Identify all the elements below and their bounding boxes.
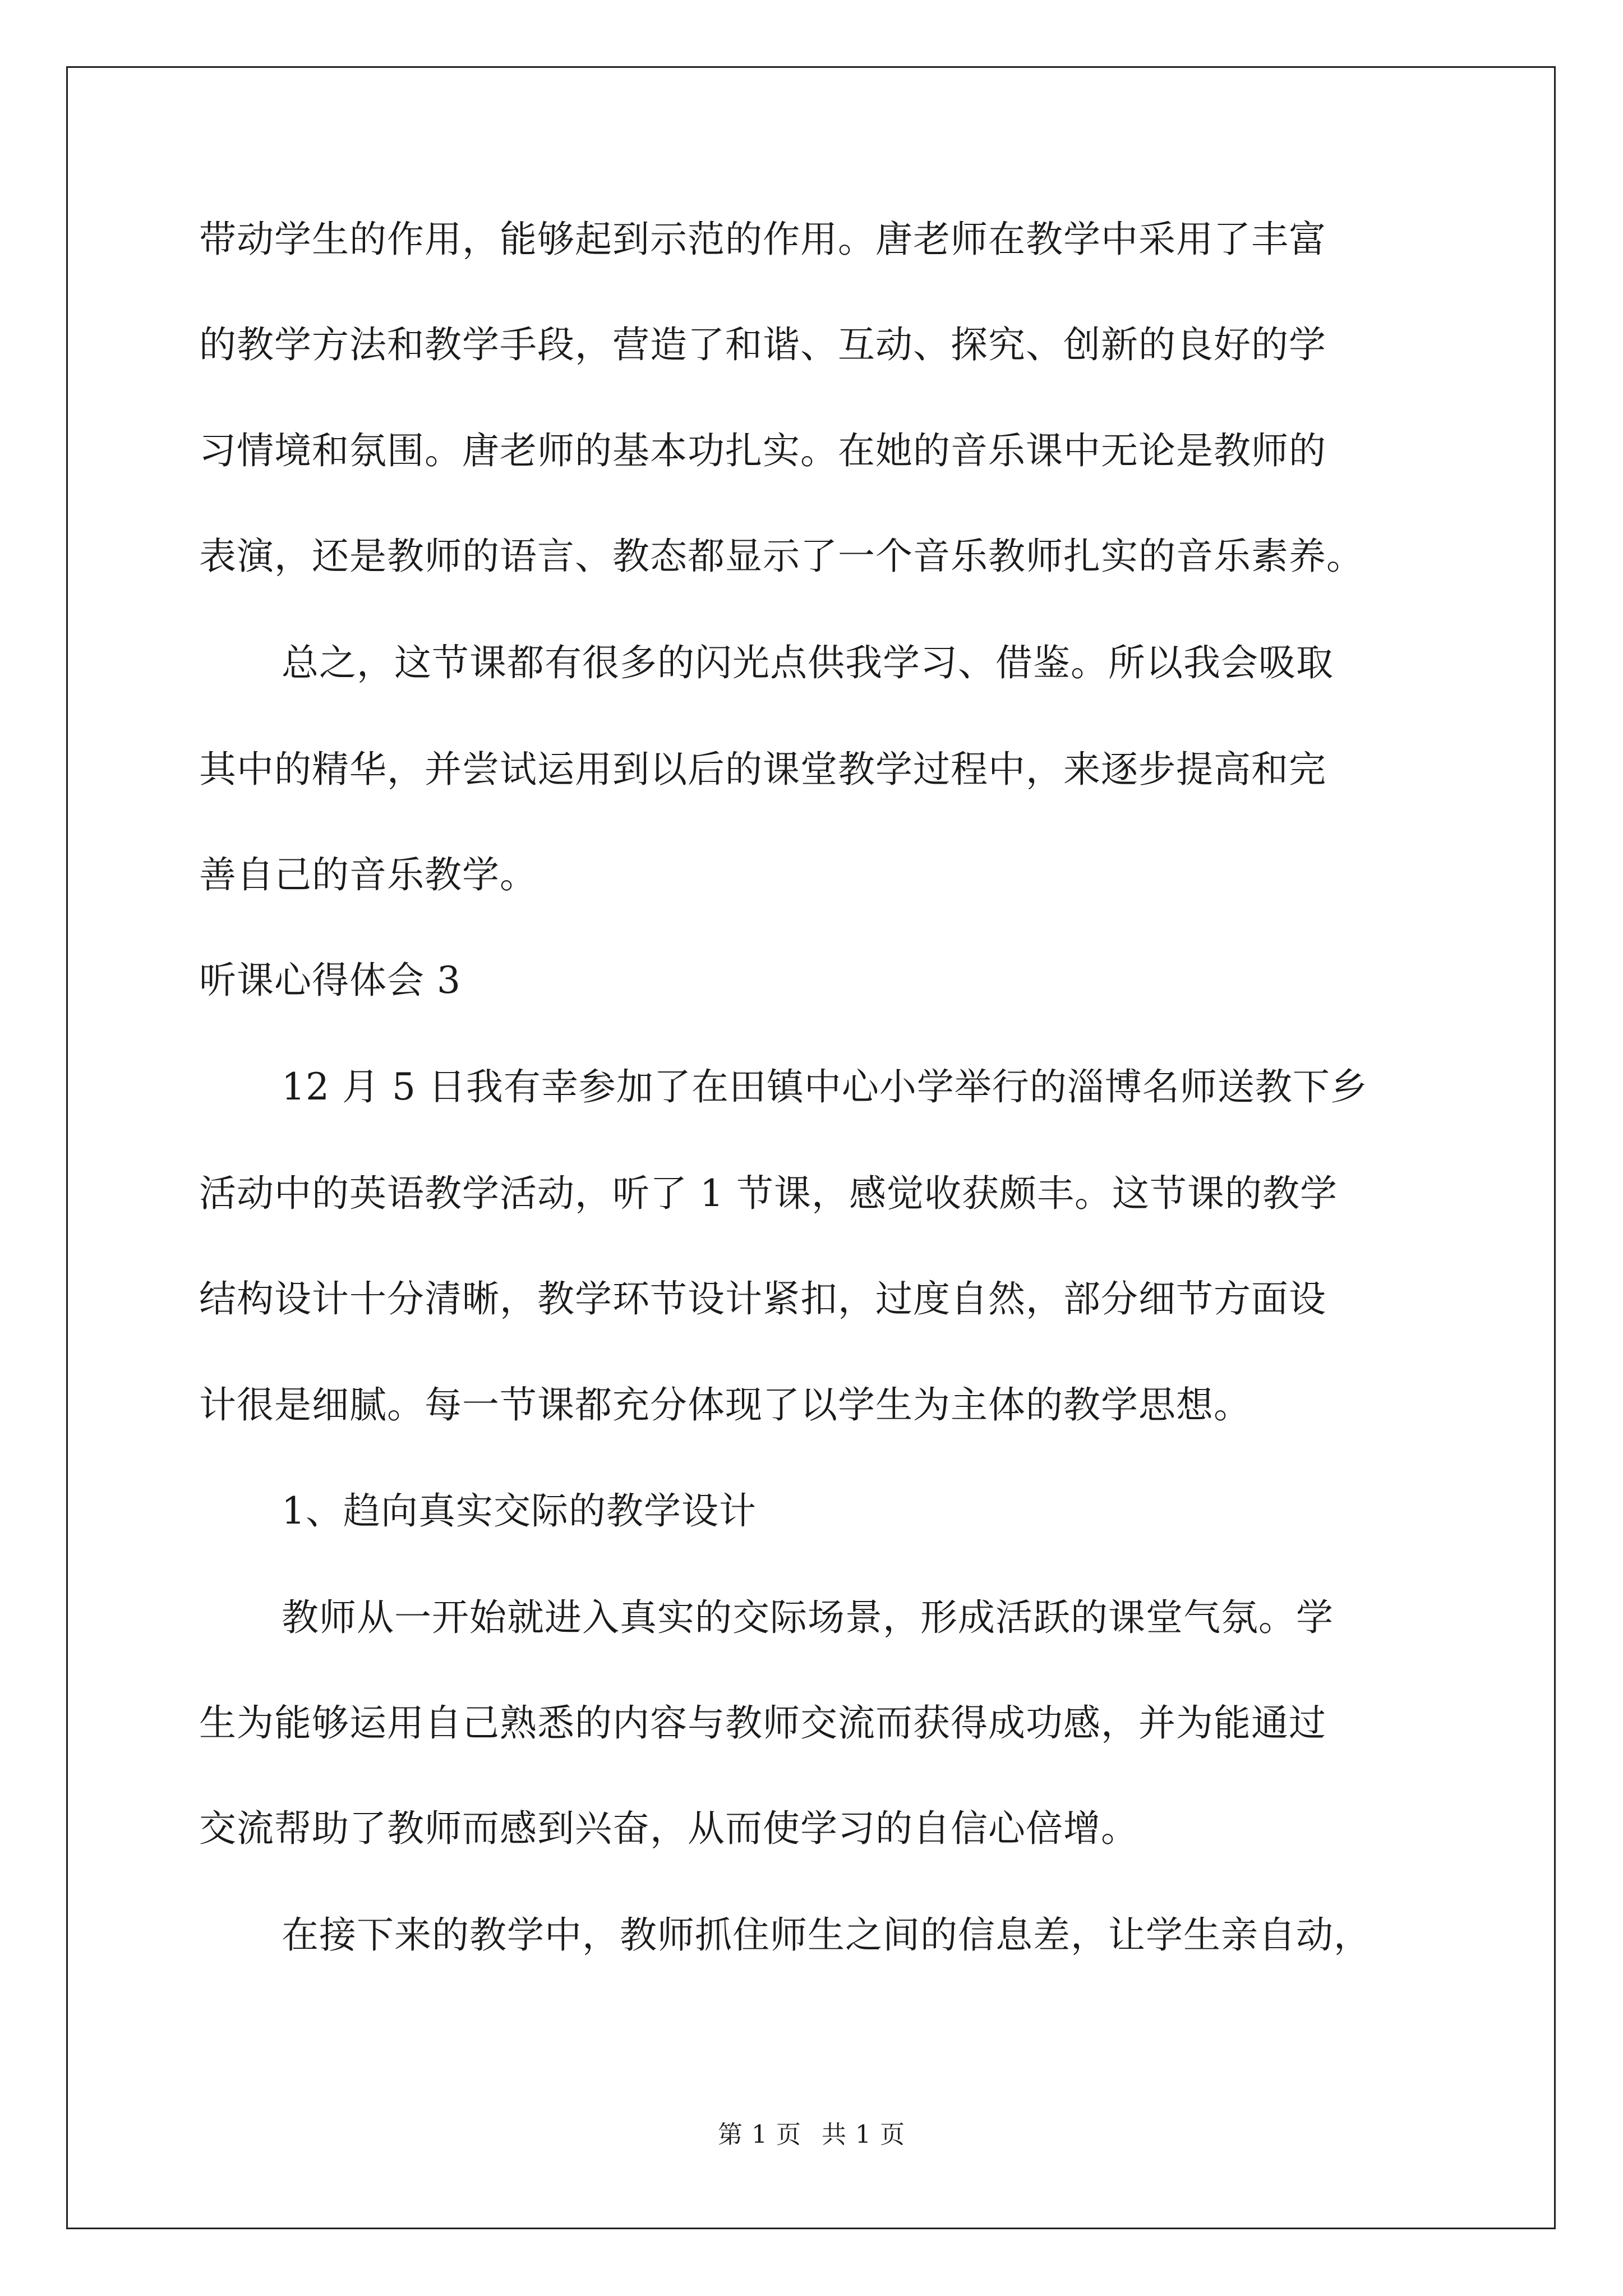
text-line-4: 表演，还是教师的语言、教态都显示了一个音乐教师扎实的音乐素养。	[199, 535, 1364, 578]
text-line-10: 活动中的英语教学活动，听了 1 节课，感觉收获颇丰。这节课的教学	[199, 1172, 1338, 1215]
text-line-12: 计很是细腻。每一节课都充分体现了以学生为主体的教学思想。	[199, 1383, 1251, 1427]
text-line-3: 习情境和氛围。唐老师的基本功扎实。在她的音乐课中无论是教师的	[199, 429, 1326, 472]
page-number-current: 第 1 页	[718, 2120, 801, 2149]
page-number-total: 共 1 页	[822, 2120, 905, 2149]
text-line-9: 12 月 5 日我有幸参加了在田镇中心小学举行的淄博名师送教下乡	[282, 1065, 1368, 1108]
text-line-2: 的教学方法和教学手段，营造了和谐、互动、探究、创新的良好的学	[199, 323, 1326, 366]
text-line-7: 善自己的音乐教学。	[199, 853, 537, 896]
subheading-1: 1、趋向真实交际的教学设计	[282, 1489, 757, 1533]
page-border	[66, 66, 1556, 2229]
text-line-15: 生为能够运用自己熟悉的内容与教师交流而获得成功感，并为能通过	[199, 1701, 1326, 1745]
text-line-11: 结构设计十分清晰，教学环节设计紧扣，过度自然，部分细节方面设	[199, 1277, 1326, 1320]
text-line-17: 在接下来的教学中，教师抓住师生之间的信息差，让学生亲自动，	[282, 1913, 1371, 1957]
text-line-5: 总之，这节课都有很多的闪光点供我学习、借鉴。所以我会吸取	[282, 641, 1334, 684]
page-footer	[0, 2119, 1623, 2151]
text-line-1: 带动学生的作用，能够起到示范的作用。唐老师在教学中采用了丰富	[199, 218, 1326, 261]
text-line-16: 交流帮助了教师而感到兴奋，从而使学习的自信心倍增。	[199, 1807, 1138, 1850]
text-line-6: 其中的精华，并尝试运用到以后的课堂教学过程中，来逐步提高和完	[199, 748, 1326, 791]
section-heading: 听课心得体会 3	[199, 959, 461, 1002]
text-line-14: 教师从一开始就进入真实的交际场景，形成活跃的课堂气氛。学	[282, 1596, 1334, 1639]
